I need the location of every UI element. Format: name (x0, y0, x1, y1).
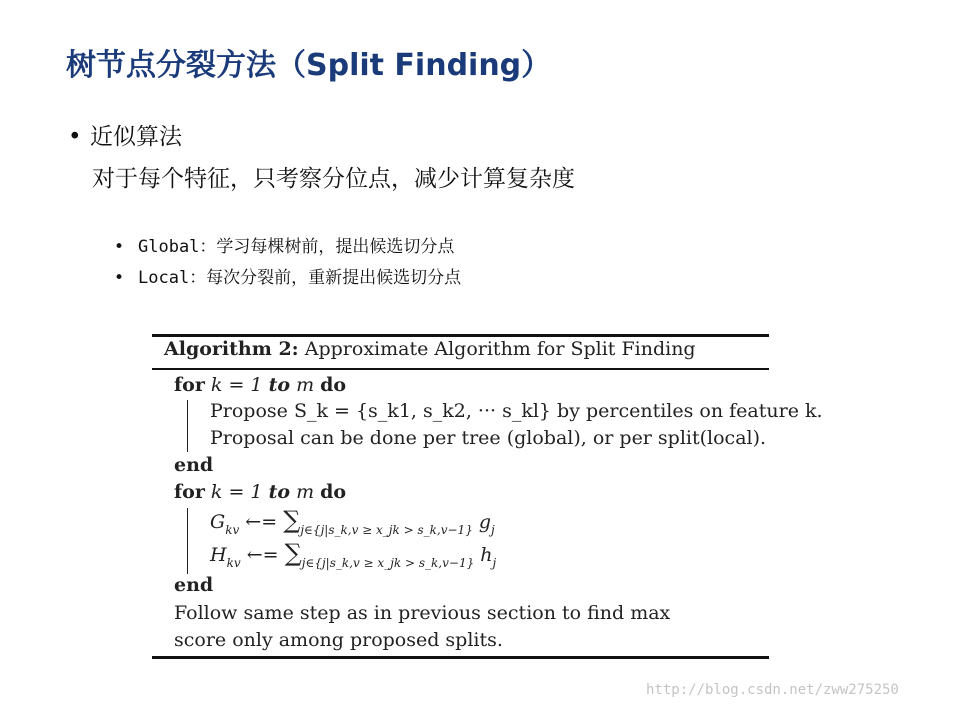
g-term-sub: j (491, 523, 495, 537)
sub-bullet-text: ：学习每棵树前，提出候选切分点 (199, 237, 455, 257)
bullet-dot: • (114, 237, 125, 257)
bottom-rule (152, 656, 769, 659)
keyword-to: to (268, 374, 291, 396)
loop-1-bar (187, 400, 188, 452)
sub-bullet-list (114, 232, 461, 294)
g-lhs: G (210, 511, 226, 533)
follow-line-1: Follow same step as in previous section to find max (174, 602, 671, 624)
description-text: 对于每个特征，只考察分位点，减少计算复杂度 (92, 166, 575, 192)
sub-bullet-local (114, 263, 461, 294)
algorithm-caption-text: Approximate Algorithm for Split Finding (304, 338, 696, 360)
propose-line: Propose S_k = {s_k1, s_k2, ··· s_kl} by percentiles on feature k. (210, 400, 823, 422)
main-bullet (68, 118, 182, 151)
end-1: end (174, 454, 214, 476)
g-sum: ∑ (283, 506, 301, 534)
slide-title: 树节点分裂方法（Split Finding） (66, 48, 552, 83)
h-op: ←= (246, 544, 279, 566)
keyword-do: do (320, 481, 347, 503)
loop-expr: k = 1 (210, 374, 263, 396)
algorithm-caption (164, 338, 696, 360)
sub-bullet-global (114, 232, 461, 263)
h-lhs-sub: kv (226, 556, 241, 570)
h-term: h (480, 544, 493, 566)
h-cond: j∈{j|s_k,v ≥ x_jk > s_k,v−1} (301, 556, 475, 570)
main-bullet-text: 近似算法 (90, 124, 182, 150)
g-update-line (210, 506, 495, 537)
g-op: ←= (245, 511, 278, 533)
watermark: http://blog.csdn.net/zww275250 (646, 682, 899, 698)
keyword-do: do (320, 374, 347, 396)
loop-2-bar (187, 508, 188, 574)
sub-bullet-term: Global (138, 237, 200, 257)
sub-bullet-text: ：每次分裂前，重新提出候选切分点 (189, 268, 462, 288)
g-term: g (478, 511, 492, 533)
proposal-line: Proposal can be done per tree (global), or per split(local). (210, 427, 767, 449)
loop-expr: k = 1 (210, 481, 263, 503)
for-loop-1 (174, 374, 346, 396)
keyword-for: for (174, 374, 205, 396)
bullet-dot: • (68, 124, 82, 150)
keyword-for: for (174, 481, 205, 503)
g-lhs-sub: kv (225, 523, 240, 537)
middle-rule (152, 368, 769, 370)
h-term-sub: j (492, 556, 497, 570)
algorithm-label: Algorithm 2: (164, 338, 299, 360)
follow-line-2: score only among proposed splits. (174, 629, 503, 651)
bullet-dot: • (114, 268, 125, 288)
keyword-to: to (268, 481, 291, 503)
top-rule (152, 334, 769, 337)
h-lhs: H (210, 544, 227, 566)
end-2: end (174, 574, 214, 596)
g-cond: j∈{j|s_k,v ≥ x_jk > s_k,v−1} (300, 523, 473, 537)
loop-var: m (296, 374, 315, 396)
algorithm-box (152, 334, 823, 660)
sub-bullet-term: Local (138, 268, 190, 288)
for-loop-2 (174, 481, 346, 503)
h-sum: ∑ (284, 539, 302, 567)
loop-var: m (296, 481, 315, 503)
h-update-line (210, 539, 496, 570)
